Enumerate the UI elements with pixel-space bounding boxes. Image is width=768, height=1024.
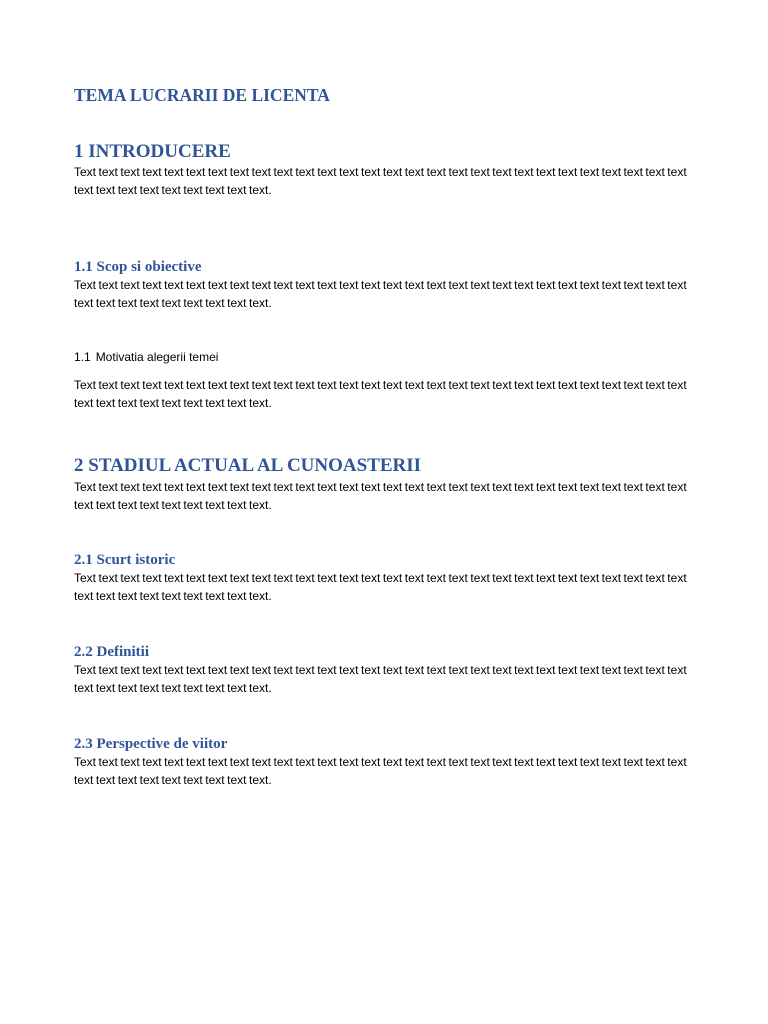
section-body-definitii: Text text text text text text text text text text text text text text text text text text text text text text text text text text text text text text text text text text text text text. [74, 663, 687, 695]
section-heading-stadiul-actual: 2 STADIUL ACTUAL AL CUNOASTERII [74, 455, 422, 476]
section-heading-scop-si-obiective: 1.1 Scop si obiective [74, 259, 202, 275]
document-title: TEMA LUCRARII DE LICENTA [74, 85, 330, 105]
heading-text: Motivatia alegerii temei [95, 350, 219, 364]
section-heading-motivatia-alegerii-temei [74, 350, 218, 365]
section-heading-definitii: 2.2 Definitii [74, 644, 149, 660]
section-body-stadiul-actual: Text text text text text text text text text text text text text text text text text text text text text text text text text text text text text text text text text text text text text. [74, 480, 687, 512]
section-body-scurt-istoric: Text text text text text text text text text text text text text text text text text text text text text text text text text text text text text text text text text text text text text. [74, 571, 687, 603]
heading-number: 1.1 [74, 350, 91, 364]
section-heading-perspective-de-viitor: 2.3 Perspective de viitor [74, 736, 228, 752]
section-body-introducere: Text text text text text text text text text text text text text text text text text text text text text text text text text text text text text text text text text text text text text. [74, 165, 687, 197]
section-body-perspective-de-viitor: Text text text text text text text text text text text text text text text text text text text text text text text text text text text text text text text text text text text text text. [74, 755, 687, 787]
section-heading-introducere: 1 INTRODUCERE [74, 141, 231, 162]
section-body-scop-si-obiective: Text text text text text text text text text text text text text text text text text text text text text text text text text text text text text text text text text text text text text. [74, 278, 687, 310]
section-heading-scurt-istoric: 2.1 Scurt istoric [74, 552, 176, 568]
section-body-motivatia-alegerii-temei: Text text text text text text text text text text text text text text text text text text text text text text text text text text text text text text text text text text text text text. [74, 378, 687, 410]
